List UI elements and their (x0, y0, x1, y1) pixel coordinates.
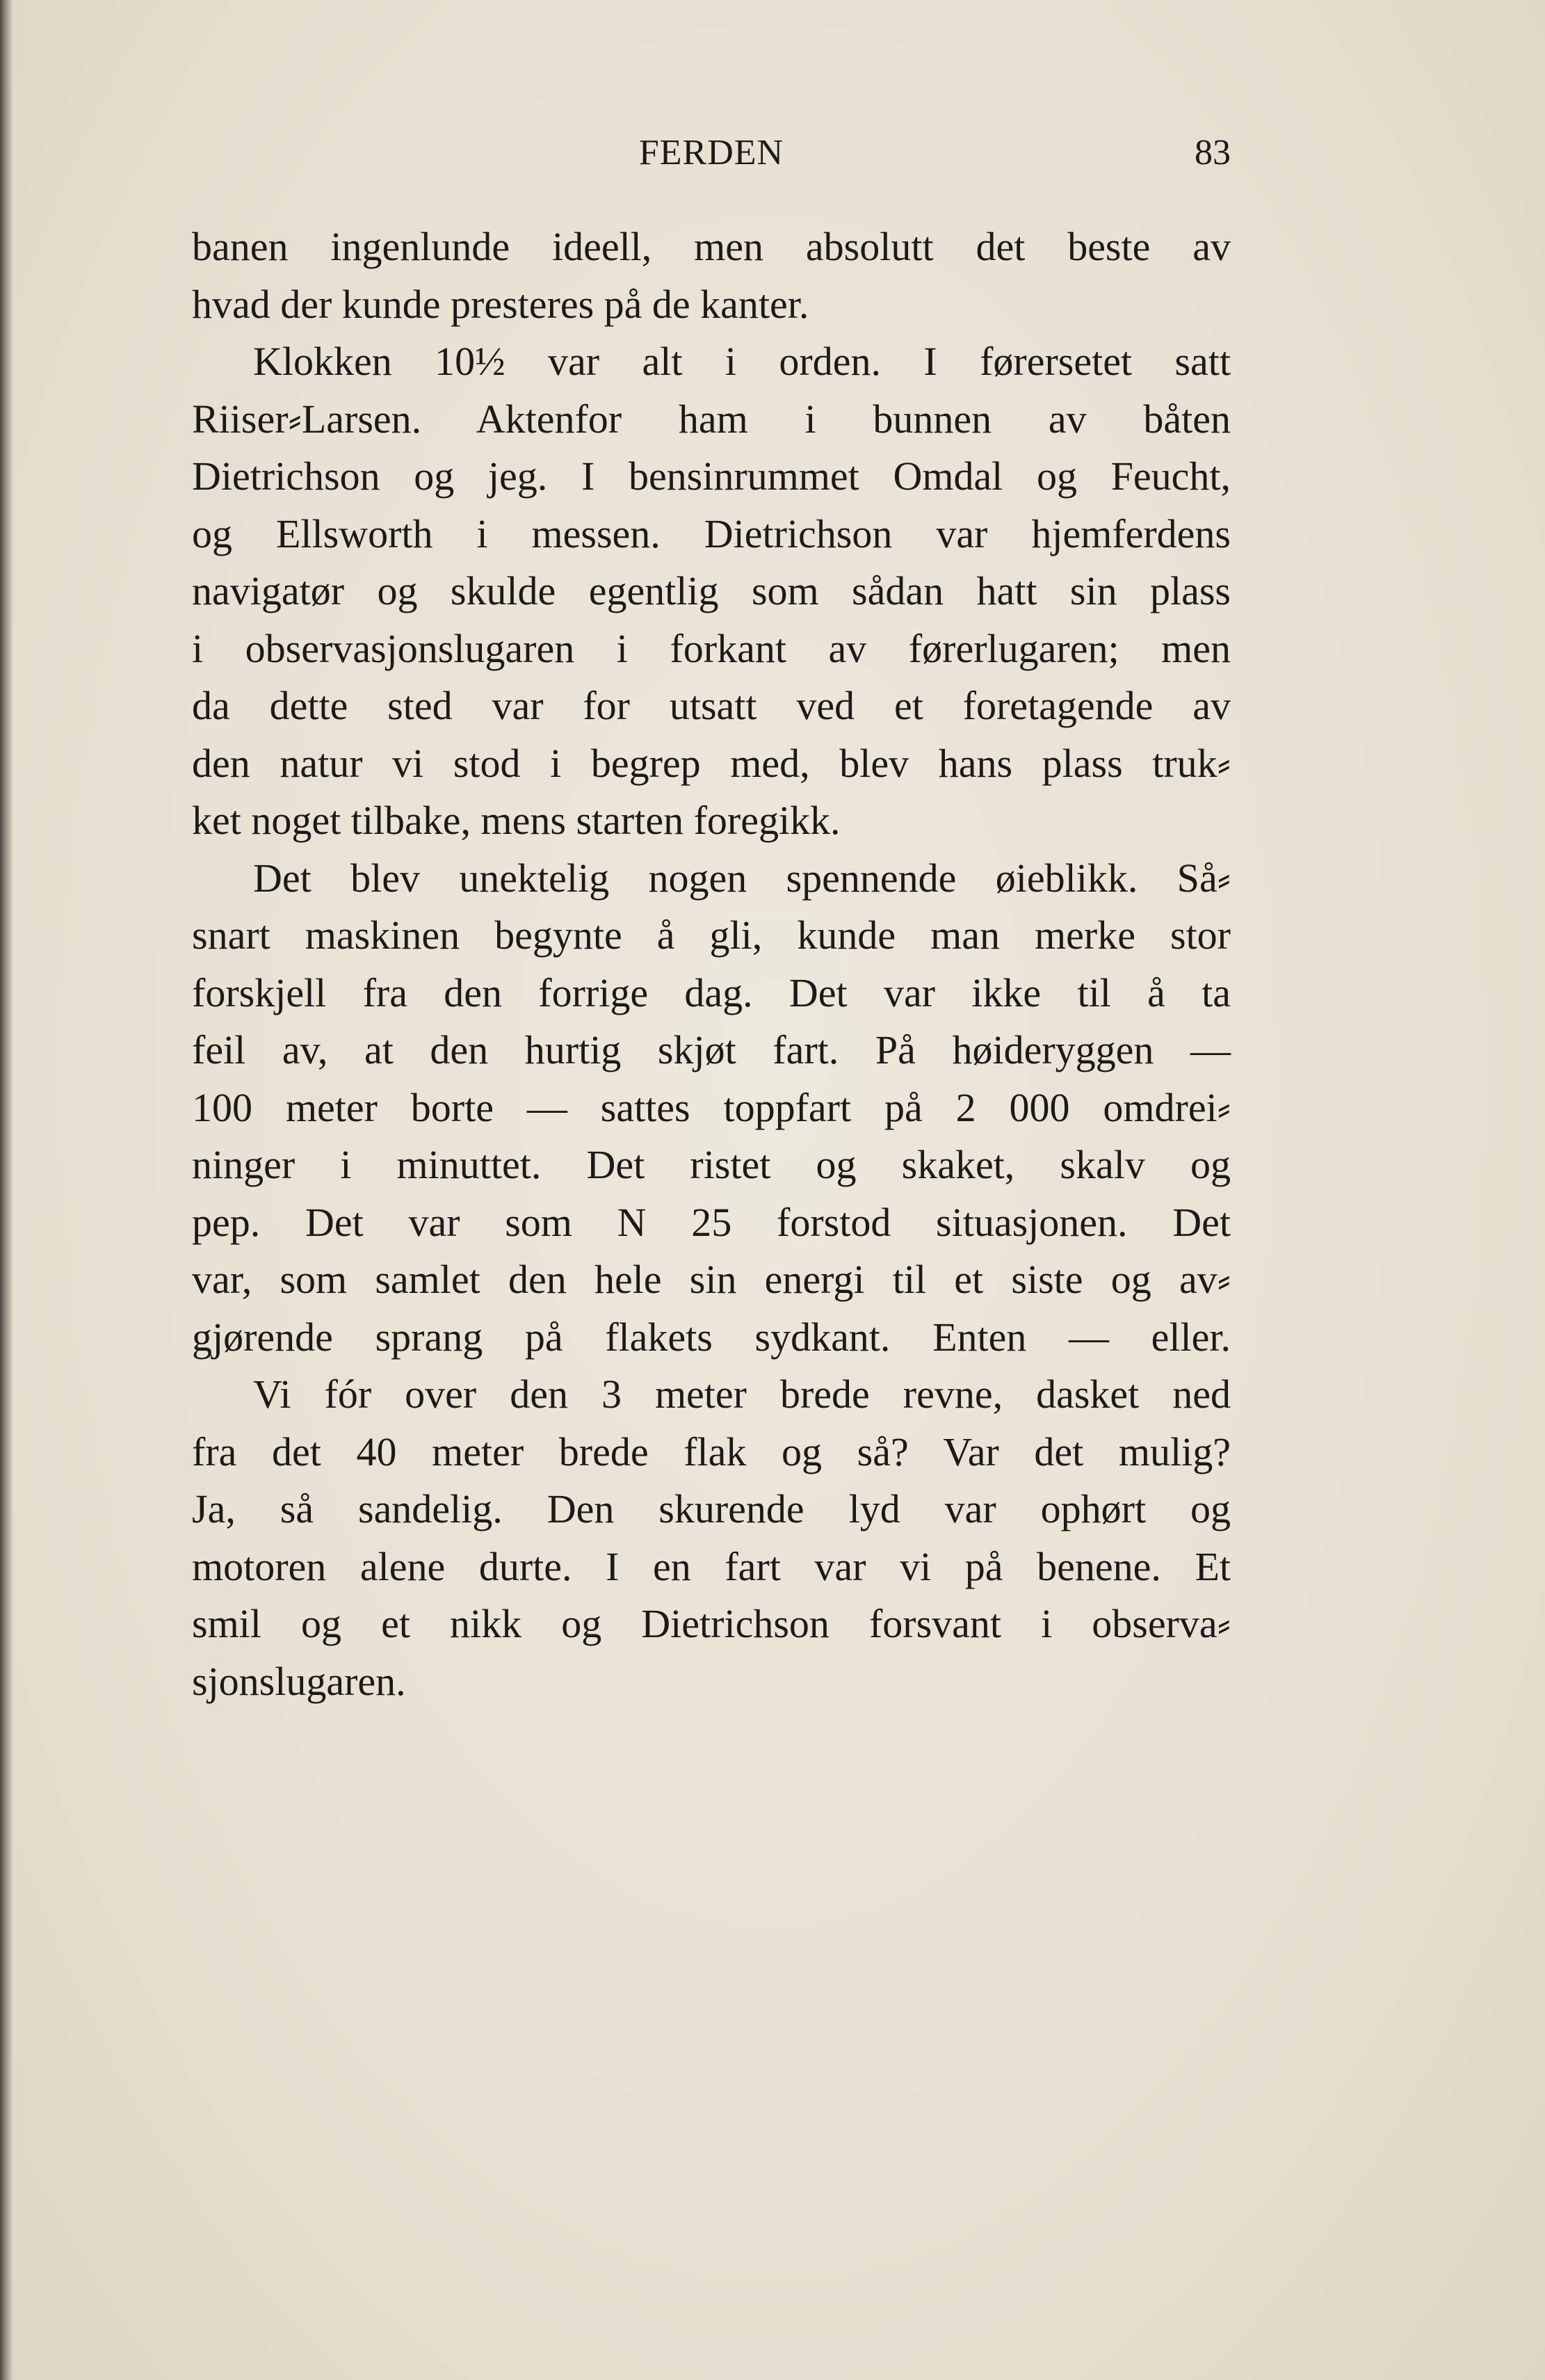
text-line: ninger i minuttet. Det ristet og skaket, skalv og (192, 1142, 1231, 1187)
text-line: den natur vi stod i begrep med, blev hans plass truk⸗ (192, 740, 1231, 786)
text-line: hvad der kunde presteres på de kanter. (192, 281, 809, 327)
text-line: og Ellsworth i messen. Dietrichson var hjemferdens (192, 510, 1231, 556)
text-line: 100 meter borte — sattes toppfart på 2 000 omdrei⸗ (192, 1084, 1231, 1130)
text-line: navigatør og skulde egentlig som sådan hatt sin plass (192, 568, 1231, 613)
text-line: i observasjonslugaren i forkant av førerlugaren; men (192, 625, 1231, 671)
text-line: Ja, så sandelig. Den skurende lyd var ophørt og (192, 1486, 1231, 1531)
text-line: sjonslugaren. (192, 1658, 406, 1704)
text-line: gjørende sprang på flakets sydkant. Enten — eller. (192, 1314, 1231, 1360)
text-line: Dietrichson og jeg. I bensinrummet Omdal og Feucht, (192, 453, 1231, 499)
text-line: feil av, at den hurtig skjøt fart. På høideryggen — (192, 1027, 1231, 1072)
page-binding-edge (0, 0, 13, 2380)
body-text (192, 218, 1231, 1710)
paragraph-4 (192, 1366, 1231, 1710)
text-line: motoren alene durte. I en fart var vi på benene. Et (192, 1543, 1231, 1589)
paragraph-3 (192, 850, 1231, 1367)
running-title: FERDEN (638, 133, 784, 172)
paragraph-1 (192, 218, 1231, 333)
text-line: forskjell fra den forrige dag. Det var ikke til å ta (192, 970, 1231, 1015)
text-line: da dette sted var for utsatt ved et foretagende av (192, 683, 1231, 728)
text-line: pep. Det var som N 25 forstod situasjonen. Det (192, 1199, 1231, 1245)
text-line: ket noget tilbake, mens starten foregikk. (192, 798, 841, 843)
running-header (192, 132, 1231, 181)
text-line: Vi fór over den 3 meter brede revne, dasket ned (253, 1372, 1231, 1417)
text-line: snart maskinen begynte å gli, kunde man merke stor (192, 912, 1231, 958)
paragraph-2 (192, 333, 1231, 850)
text-line: var, som samlet den hele sin energi til et siste og av⸗ (192, 1257, 1231, 1302)
page-number: 83 (1195, 133, 1231, 172)
text-line: fra det 40 meter brede flak og så? Var det mulig? (192, 1429, 1231, 1474)
text-line: Riiser⸗Larsen. Aktenfor ham i bunnen av båten (192, 396, 1231, 442)
text-line: Klokken 10½ var alt i orden. I førersetet satt (253, 339, 1231, 384)
text-line: smil og et nikk og Dietrichson forsvant i observa⸗ (192, 1601, 1231, 1646)
text-line: Det blev unektelig nogen spennende øieblikk. Så⸗ (253, 855, 1231, 901)
text-line: banen ingenlunde ideell, men absolutt det beste av (192, 224, 1231, 269)
